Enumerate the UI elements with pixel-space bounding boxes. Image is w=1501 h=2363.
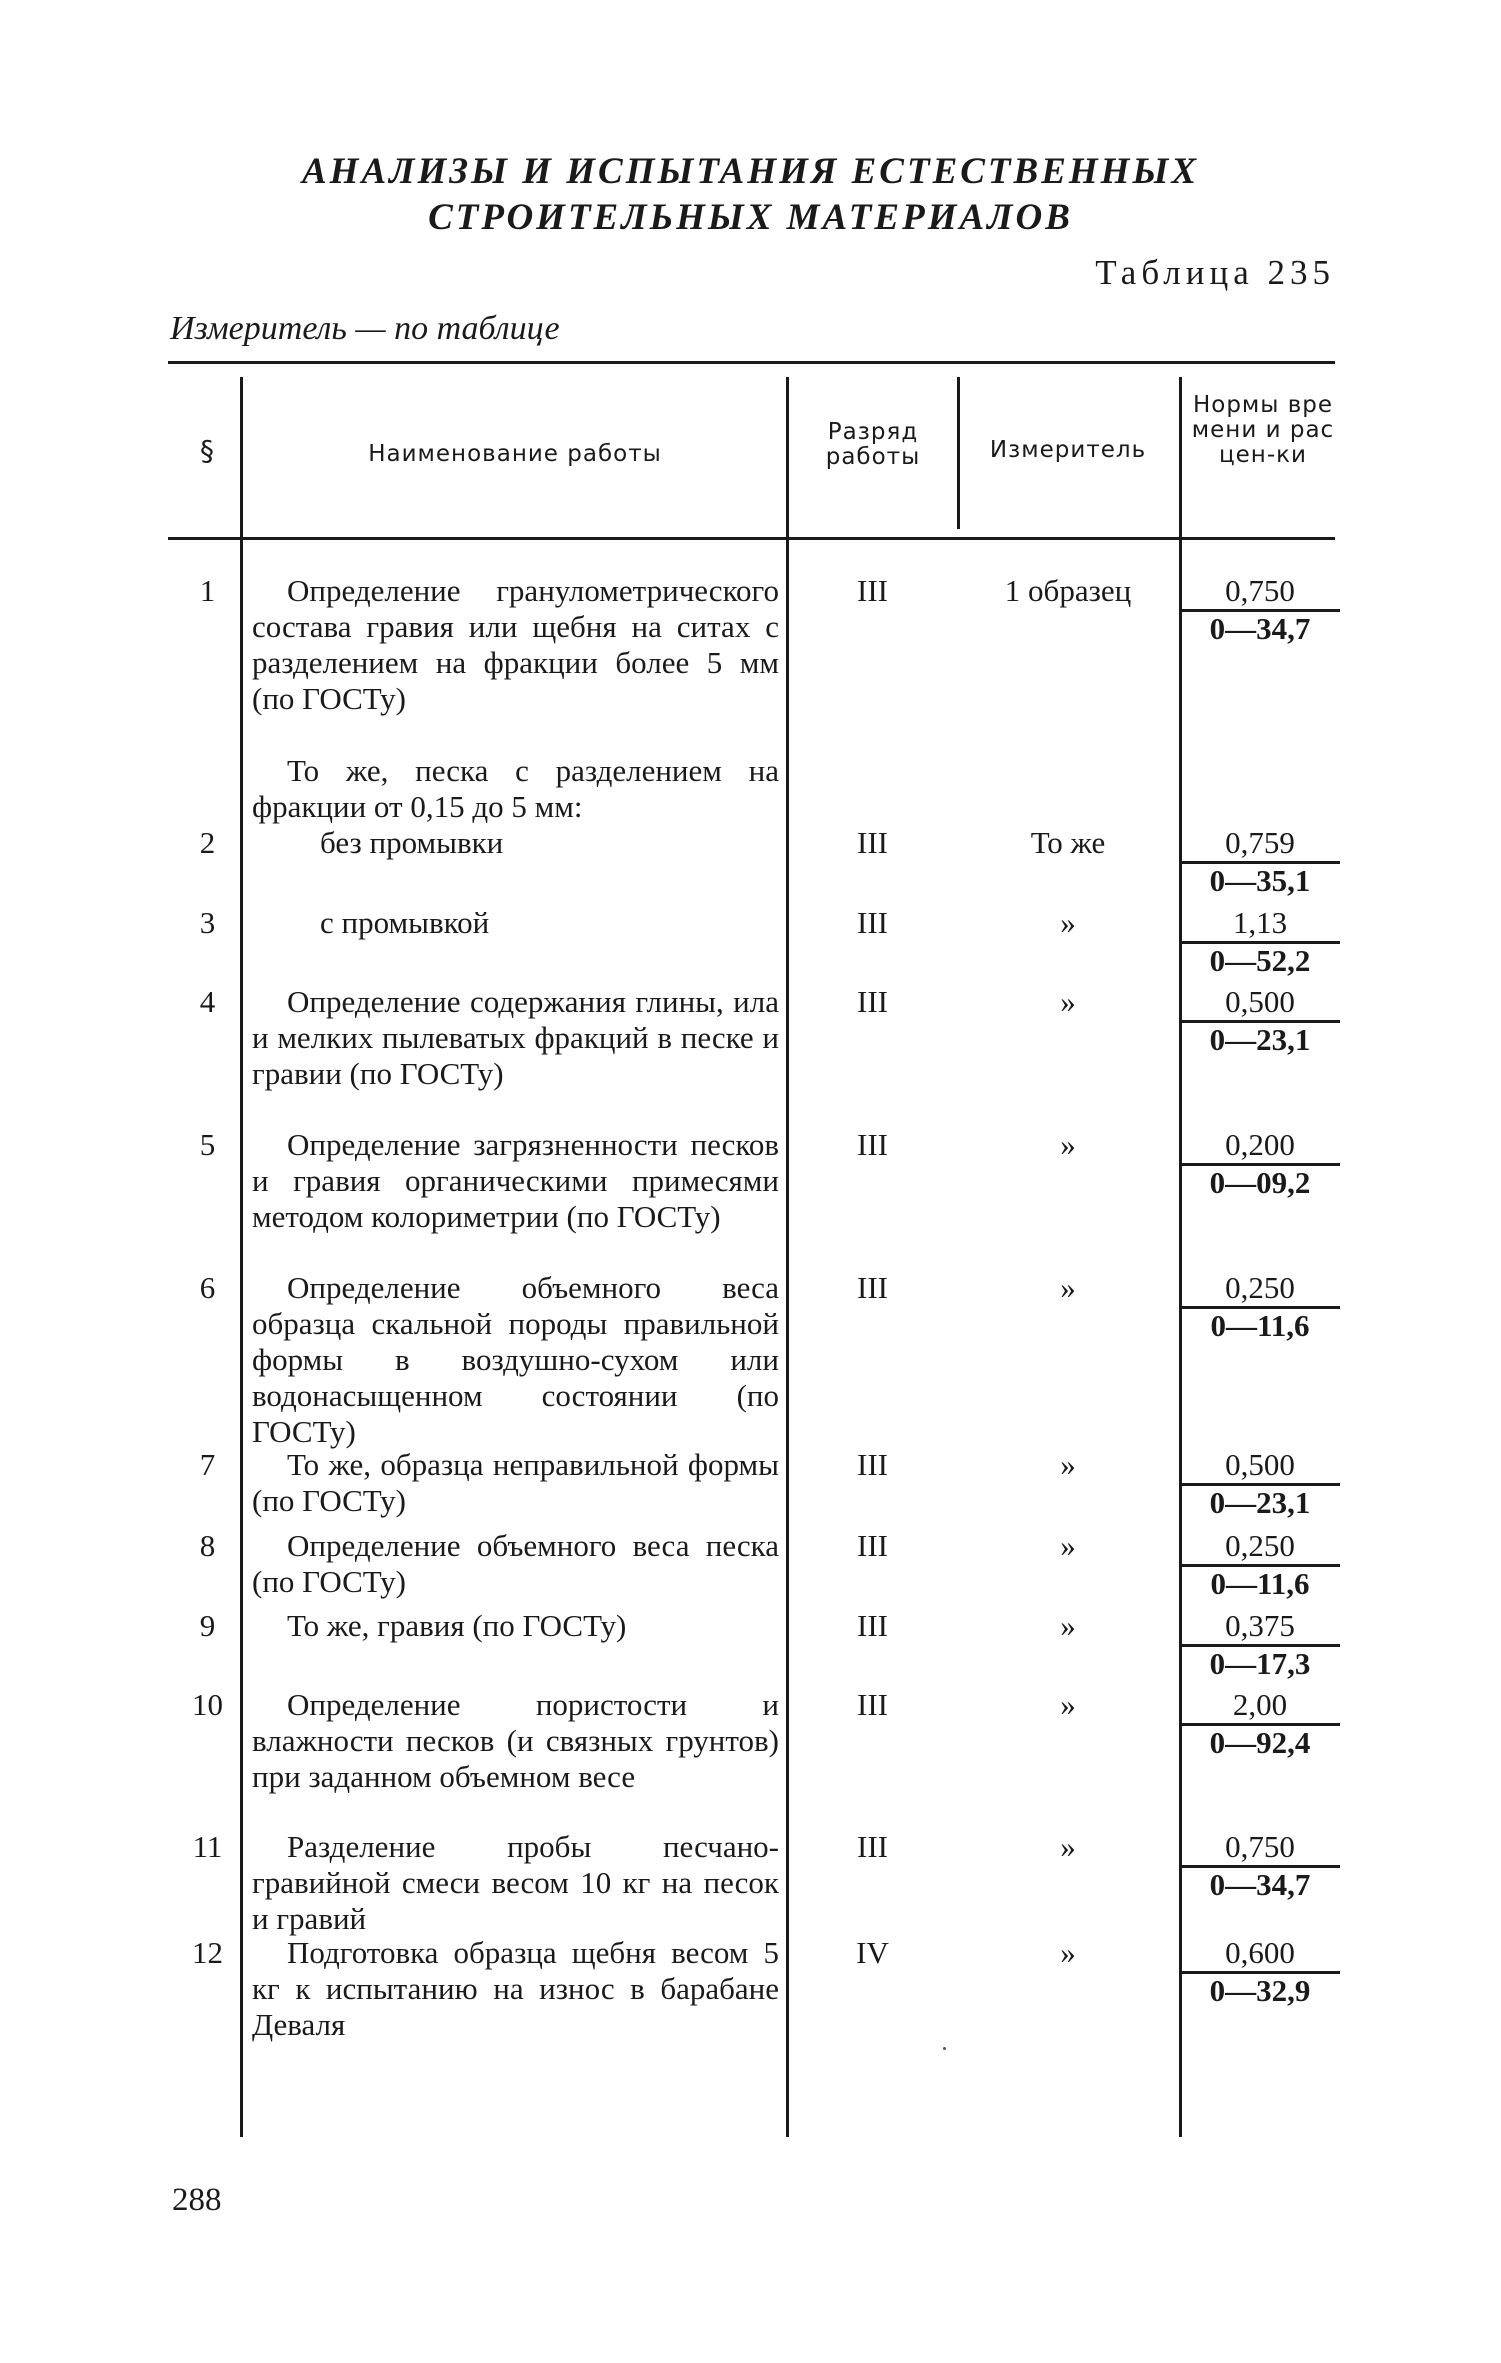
norm-time: 0,759 xyxy=(1225,825,1295,860)
norm-time: 0,200 xyxy=(1225,1127,1295,1162)
norm-rate: 0—17,3 xyxy=(1180,1644,1340,1681)
row-number: 1 xyxy=(199,573,216,608)
row-number: 2 xyxy=(199,825,216,860)
norm-rate: 0—92,4 xyxy=(1180,1723,1340,1760)
work-name xyxy=(252,573,779,717)
work-name-text: Определение объемного веса образца скальной породы правильной формы в воздушно-сухом или водонасыщенном состоянии (по ГОСТу) xyxy=(252,1270,779,1449)
work-name xyxy=(252,1270,779,1450)
row-number: 3 xyxy=(199,905,216,940)
work-name xyxy=(252,1528,779,1600)
norm-time: 0,600 xyxy=(1225,1935,1295,1970)
norm-rate: 0—09,2 xyxy=(1180,1163,1340,1200)
norm-cell xyxy=(1180,984,1340,1057)
work-grade: III xyxy=(857,905,888,940)
work-name-text: Определение пористости и влажности песков (и связных грунтов) при заданном объемном весе xyxy=(252,1687,779,1794)
work-grade: III xyxy=(857,984,888,1019)
row-number: 8 xyxy=(199,1528,216,1563)
norm-rate: 0—11,6 xyxy=(1180,1564,1340,1601)
work-measurer: То же xyxy=(1030,825,1106,860)
norm-rate: 0—32,9 xyxy=(1180,1971,1340,2008)
row-number: 4 xyxy=(199,984,216,1019)
work-measurer: » xyxy=(1060,1687,1076,1722)
norm-cell xyxy=(1180,1127,1340,1200)
norm-time: 0,500 xyxy=(1225,1447,1295,1482)
work-name xyxy=(252,984,779,1092)
work-measurer: » xyxy=(1060,1935,1076,1970)
work-grade: III xyxy=(857,1270,888,1305)
work-name-text: с промывкой xyxy=(320,905,490,940)
page-number: 288 xyxy=(172,2182,222,2218)
page-title-line1: АНАЛИЗЫ И ИСПЫТАНИЯ ЕСТЕСТВЕННЫХ xyxy=(302,151,1199,192)
work-measurer: » xyxy=(1060,1127,1076,1162)
work-grade: IV xyxy=(856,1935,889,1970)
norm-cell xyxy=(1180,573,1340,646)
page-title-line2: СТРОИТЕЛЬНЫХ МАТЕРИАЛОВ xyxy=(428,197,1073,238)
norm-cell xyxy=(1180,825,1340,898)
work-measurer: » xyxy=(1060,1528,1076,1563)
work-measurer: » xyxy=(1060,1829,1076,1864)
work-grade: III xyxy=(857,1608,888,1643)
work-name-text: Подготовка образца щебня весом 5 кг к испытанию на износ в барабане Деваля xyxy=(252,1935,779,2042)
norm-time: 0,500 xyxy=(1225,984,1295,1019)
work-name xyxy=(252,1447,779,1519)
norm-rate: 0—23,1 xyxy=(1180,1483,1340,1520)
norm-rate: 0—52,2 xyxy=(1180,941,1340,978)
work-name xyxy=(252,1829,779,1937)
norm-time: 0,750 xyxy=(1225,1829,1295,1864)
table-top-rule xyxy=(168,361,1335,364)
row-number: 12 xyxy=(192,1935,223,1970)
norm-cell xyxy=(1180,1528,1340,1601)
work-grade: III xyxy=(857,1127,888,1162)
norm-cell xyxy=(1180,1687,1340,1760)
norm-time: 0,250 xyxy=(1225,1270,1295,1305)
work-name-text: Определение содержания глины, ила и мелких пылеватых фракций в песке и гравии (по ГОСТу) xyxy=(252,984,779,1091)
work-measurer: » xyxy=(1060,1608,1076,1643)
norm-cell xyxy=(1180,1829,1340,1902)
work-measurer: 1 образец xyxy=(1004,573,1132,608)
work-name xyxy=(252,1687,779,1795)
work-name xyxy=(252,753,779,825)
row-number: 7 xyxy=(199,1447,216,1482)
header-grade: Разряд работы xyxy=(825,419,921,470)
work-name-text: То же, гравия (по ГОСТу) xyxy=(287,1608,627,1643)
norm-time: 0,250 xyxy=(1225,1528,1295,1563)
norm-time: 0,750 xyxy=(1225,573,1295,608)
row-number: 6 xyxy=(199,1270,216,1305)
norm-rate: 0—35,1 xyxy=(1180,861,1340,898)
column-divider-2 xyxy=(786,377,789,2137)
print-speck xyxy=(943,2047,946,2050)
norm-time: 2,00 xyxy=(1232,1687,1288,1722)
work-name xyxy=(252,825,779,861)
norm-cell xyxy=(1180,1447,1340,1520)
row-number: 5 xyxy=(199,1127,216,1162)
work-name-text: Разделение пробы песчано-гравийной смеси весом 10 кг на песок и гравий xyxy=(252,1829,779,1936)
work-name-text: Определение гранулометрического состава гравия или щебня на ситах с разделением на фракции более 5 мм (по ГОСТу) xyxy=(252,573,779,716)
row-number: 11 xyxy=(192,1829,223,1864)
work-measurer: » xyxy=(1060,905,1076,940)
norm-cell xyxy=(1180,1270,1340,1343)
norm-rate: 0—34,7 xyxy=(1180,609,1340,646)
work-name-text: То же, образца неправильной формы (по ГОСТу) xyxy=(252,1447,779,1518)
work-name xyxy=(252,1608,779,1644)
work-grade: III xyxy=(857,1829,888,1864)
row-number: 9 xyxy=(199,1608,216,1643)
header-norms: Нормы времени и расцен-ки xyxy=(1191,392,1335,468)
work-grade: III xyxy=(857,1687,888,1722)
work-measurer: » xyxy=(1060,984,1076,1019)
norm-rate: 0—34,7 xyxy=(1180,1865,1340,1902)
work-name xyxy=(252,1935,779,2043)
work-name-text: Определение объемного веса песка (по ГОСТу) xyxy=(252,1528,779,1599)
norm-time: 1,13 xyxy=(1232,905,1288,940)
norm-time: 0,375 xyxy=(1225,1608,1295,1643)
work-grade: III xyxy=(857,573,888,608)
work-measurer: » xyxy=(1060,1270,1076,1305)
work-measurer: » xyxy=(1060,1447,1076,1482)
work-grade: III xyxy=(857,1528,888,1563)
measurer-note: Измеритель — по таблице xyxy=(170,310,560,347)
norm-rate: 0—23,1 xyxy=(1180,1020,1340,1057)
header-measurer: Измеритель xyxy=(989,437,1147,463)
work-name-text: без промывки xyxy=(320,825,504,860)
header-work-name: Наименование работы xyxy=(368,441,662,467)
norm-cell xyxy=(1180,905,1340,978)
work-name-text: Определение загрязненности песков и гравия органическими примесями методом колориметрии (по ГОСТу) xyxy=(252,1127,779,1234)
work-grade: III xyxy=(857,825,888,860)
table-number: Таблица 235 xyxy=(1095,253,1335,292)
row-number: 10 xyxy=(192,1687,223,1722)
work-grade: III xyxy=(857,1447,888,1482)
column-divider-3 xyxy=(957,377,960,529)
header-bottom-rule xyxy=(168,537,1335,540)
header-section: § xyxy=(200,434,215,467)
work-name xyxy=(252,905,779,941)
work-name-text: То же, песка с разделением на фракции от 0,15 до 5 мм: xyxy=(252,753,779,824)
work-name xyxy=(252,1127,779,1235)
column-divider-1 xyxy=(240,377,243,2137)
norm-rate: 0—11,6 xyxy=(1180,1306,1340,1343)
norm-cell xyxy=(1180,1608,1340,1681)
norm-cell xyxy=(1180,1935,1340,2008)
